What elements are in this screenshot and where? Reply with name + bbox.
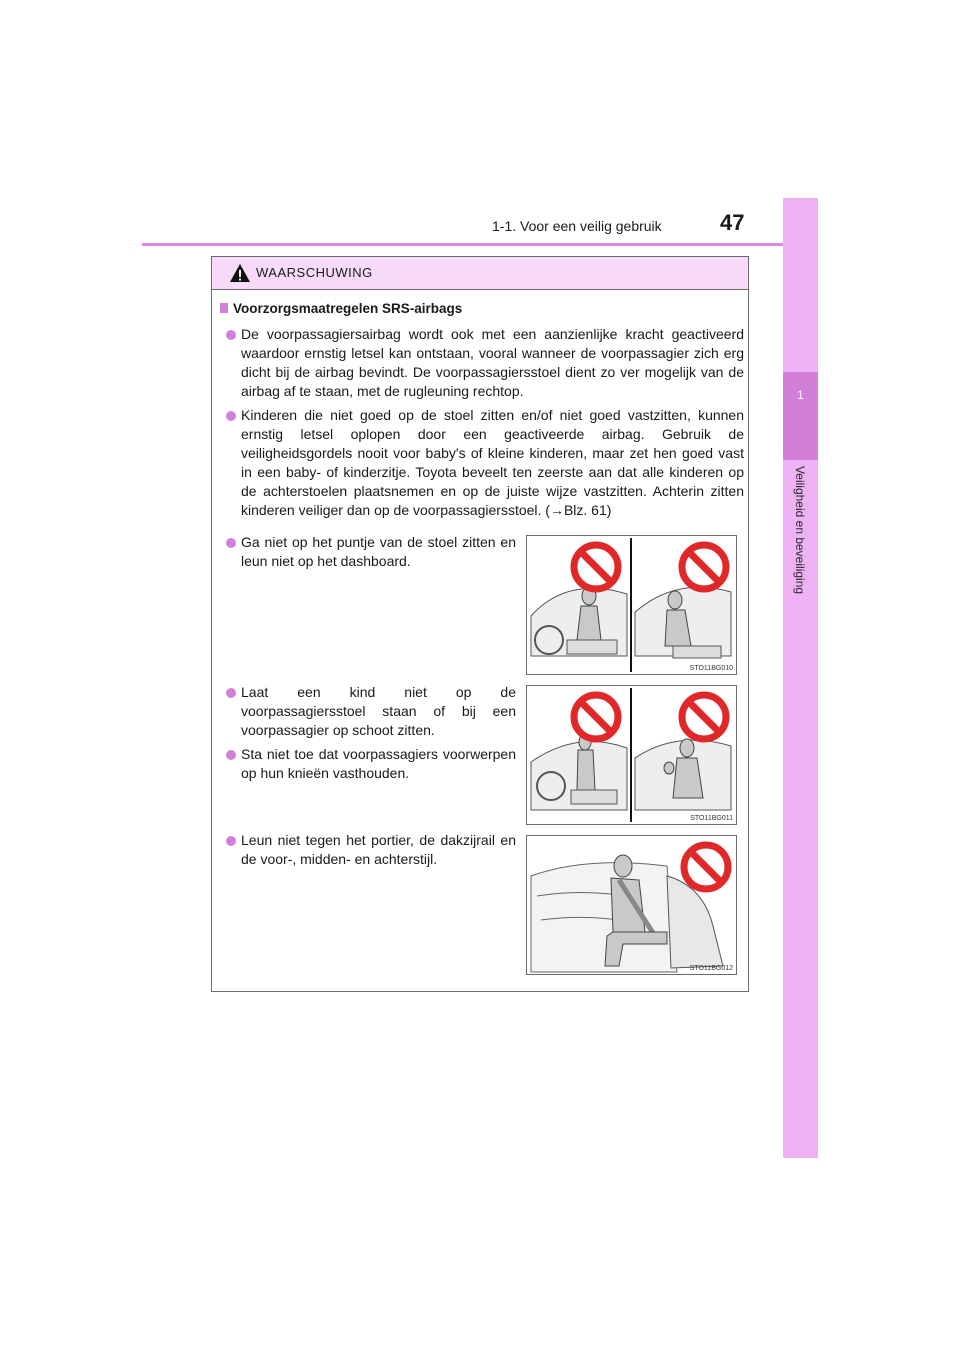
prohibition-icon xyxy=(677,690,731,744)
bullet-dot-icon xyxy=(226,411,236,421)
warning-box xyxy=(211,256,749,992)
warning-triangle-icon xyxy=(229,263,251,283)
prohibition-icon xyxy=(679,840,733,894)
warning-header xyxy=(212,257,748,290)
prohibition-icon xyxy=(569,540,623,594)
illustration-child-standing xyxy=(526,685,737,825)
chapter-tab xyxy=(783,198,818,1158)
chapter-tab-marker xyxy=(783,372,818,460)
square-bullet-icon xyxy=(220,303,228,313)
figure-code: STO11BG011 xyxy=(690,815,733,822)
bullet-dot-icon xyxy=(226,688,236,698)
bullet-dot-icon xyxy=(226,538,236,548)
bullet-item: Kinderen die niet goed op de stoel zitten en/of niet goed vastzitten, kunnen ernstig letsel oplopen door een geactiveerde airbag. Gebruik de veiligheidsgordels nooit voor baby's of kleine kinderen, maar zet hen goed vast in een baby- of kinderzitje. Toyota beveelt ten zeerste aan dat alle kinderen op de achterstoelen plaatsnemen en op de juiste wijze vastzitten. Achterin zitten kinderen veiliger dan op de voorpassagiersstoel. (→Blz. 61) xyxy=(226,406,744,520)
section-heading: Voorzorgsmaatregelen SRS-airbags xyxy=(220,301,462,316)
header-rule xyxy=(142,243,818,246)
page-number: 47 xyxy=(720,210,745,235)
figure-code: STO11BG010 xyxy=(689,665,733,672)
bullet-item: Laat een kind niet op de voorpassagiersstoel staan of bij een voorpassagier op schoot zitten. xyxy=(226,683,516,740)
prohibition-icon xyxy=(677,540,731,594)
figure-code: STO11BG012 xyxy=(689,965,733,972)
section-title: 1-1. Voor een veilig gebruik xyxy=(492,218,662,234)
bullet-dot-icon xyxy=(226,750,236,760)
illustration-leaning-dashboard xyxy=(526,535,737,675)
bullet-dot-icon xyxy=(226,836,236,846)
chapter-number: 1 xyxy=(797,388,804,402)
illustration-leaning-door xyxy=(526,835,737,975)
bullet-item: Leun niet tegen het portier, de dakzijrail en de voor-, midden- en achterstijl. xyxy=(226,831,516,869)
bullet-dot-icon xyxy=(226,330,236,340)
bullet-item: Ga niet op het puntje van de stoel zitten en leun niet op het dashboard. xyxy=(226,533,516,571)
bullet-item: Sta niet toe dat voorpassagiers voorwerpen op hun knieën vasthouden. xyxy=(226,745,516,783)
warning-title: WAARSCHUWING xyxy=(256,265,373,280)
prohibition-icon xyxy=(569,690,623,744)
bullet-item: De voorpassagiersairbag wordt ook met een aanzienlijke kracht geactiveerd waardoor ernstig letsel kan ontstaan, vooral wanneer de voorpassagier zich erg dicht bij de airbag bevindt. De voorpassagiersstoel dient zo ver mogelijk van de airbag af te staan, met de rugleuning rechtop. xyxy=(226,325,744,401)
chapter-label: Veiligheid en beveiliging xyxy=(793,465,807,595)
